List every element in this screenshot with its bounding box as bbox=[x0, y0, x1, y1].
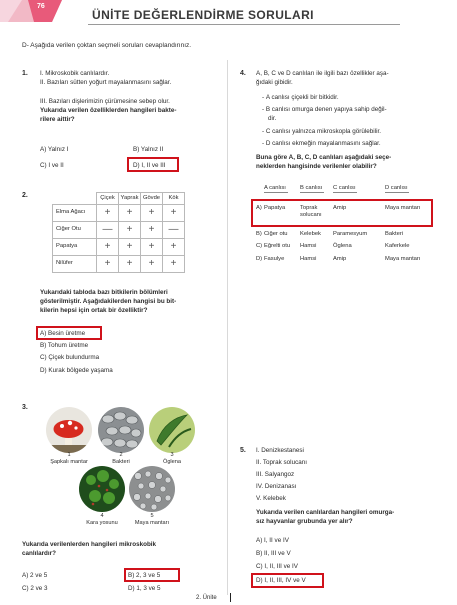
cell: Kelebek bbox=[300, 231, 321, 237]
cell: Papatya bbox=[264, 205, 286, 211]
image-number: 4 bbox=[100, 513, 104, 519]
cell: — bbox=[163, 222, 185, 239]
statement: V. Kelebek bbox=[256, 495, 286, 502]
cell: + bbox=[141, 239, 163, 256]
answer-highlight bbox=[124, 568, 180, 582]
answer-highlight bbox=[251, 199, 433, 227]
column-header: Yaprak bbox=[119, 193, 141, 205]
option-a[interactable]: A) Besin üretme bbox=[40, 330, 86, 337]
statement: I. Denizkestanesi bbox=[256, 447, 304, 454]
option-b[interactable]: B) II, III ve V bbox=[256, 550, 291, 557]
cell: Öglena bbox=[333, 243, 352, 249]
mushroom-image bbox=[46, 407, 92, 453]
table-row bbox=[53, 222, 185, 239]
statement: - C canlısı yalnızca mikroskopla görülebilir. bbox=[262, 128, 381, 135]
page-title: ÜNİTE DEĞERLENDİRME SORULARI bbox=[92, 8, 314, 22]
option-d[interactable]: D) 1, 3 ve 5 bbox=[128, 585, 161, 592]
statement: - A canlısı çiçekli bir bitkidir. bbox=[262, 94, 339, 101]
footer-divider bbox=[230, 593, 231, 602]
column-header: D canlısı bbox=[385, 185, 408, 191]
moss-image bbox=[79, 466, 125, 512]
cell: + bbox=[163, 205, 185, 222]
answer-highlight bbox=[127, 157, 179, 172]
option-a[interactable]: A) I, II ve IV bbox=[256, 537, 289, 544]
cell: — bbox=[97, 222, 119, 239]
option-d[interactable]: D) Kurak bölgede yaşama bbox=[40, 367, 113, 374]
question-text: kilerin hepsi için ortak bir özelliktir? bbox=[40, 307, 148, 314]
cell: Kaferkele bbox=[385, 243, 410, 249]
image-label: Kara yosunu bbox=[86, 520, 118, 526]
cell: Maya mantarı bbox=[385, 205, 421, 211]
option-a[interactable]: A) Yalnız I bbox=[40, 146, 69, 153]
instructions: D- Aşağıda verilen çoktan seçmeli soruları cevaplandırınız. bbox=[22, 42, 192, 49]
intro-text: ğıdaki gibidir. bbox=[256, 79, 293, 86]
question-text: rilere aittir? bbox=[40, 116, 75, 123]
question-number: 2. bbox=[22, 192, 28, 199]
image-number: 3 bbox=[170, 452, 174, 458]
cell: + bbox=[119, 256, 141, 273]
image-label: Maya mantarı bbox=[134, 520, 170, 526]
cell: Toprak solucanı bbox=[300, 205, 322, 219]
table-header-row bbox=[53, 193, 185, 205]
cell: Hamsi bbox=[300, 256, 317, 262]
cell: + bbox=[141, 256, 163, 273]
cell: + bbox=[141, 205, 163, 222]
option-d[interactable]: D) I, II ve III bbox=[133, 162, 166, 169]
column-header: Çiçek bbox=[97, 193, 119, 205]
cell: Fasulye bbox=[264, 256, 285, 262]
question-text: Buna göre A, B, C, D canlıları aşağıdaki seçe- bbox=[256, 154, 392, 161]
option-c[interactable]: C) Çiçek bulundurma bbox=[40, 354, 100, 361]
cell: Amip bbox=[333, 256, 347, 262]
option-c[interactable]: C) I, II, III ve IV bbox=[256, 563, 298, 570]
question-text: Yukarıdaki tabloda bazı bitkilerin bölümleri bbox=[40, 289, 168, 296]
row-label: Papatya bbox=[53, 239, 97, 256]
cell: + bbox=[97, 239, 119, 256]
intro-text: A, B, C ve D canlıları ile ilgili bazı özellikler aşa- bbox=[256, 70, 389, 77]
question-text: Yukarıda verilenlerden hangileri mikroskobik bbox=[22, 541, 157, 548]
option-c[interactable]: C) I ve II bbox=[40, 162, 64, 169]
question-text: canlılardır? bbox=[22, 550, 56, 557]
yeast-image bbox=[129, 466, 175, 512]
cell: + bbox=[141, 222, 163, 239]
statement: - D canlısı ekmeğin mayalanmasını sağlar. bbox=[262, 140, 381, 147]
question-text: Yukarıda verilen özelliklerden hangileri bakte- bbox=[40, 107, 177, 114]
badge-shape-icon bbox=[0, 0, 62, 22]
cell: Paramesyum bbox=[333, 231, 368, 237]
option-d[interactable]: D) I, II, III, IV ve V bbox=[256, 577, 306, 584]
statement: - B canlısı omurga denen yapıya sahip değil- bbox=[262, 106, 387, 113]
cell: + bbox=[97, 205, 119, 222]
cell: Ciğer otu bbox=[264, 231, 288, 237]
question-number: 4. bbox=[240, 70, 246, 77]
cell: + bbox=[119, 239, 141, 256]
column-header: Kök bbox=[163, 193, 185, 205]
row-label: Elma Ağacı bbox=[53, 205, 97, 222]
statement: II. Bazıları sütten yoğurt mayalanmasını sağlar. bbox=[40, 79, 172, 86]
option-b[interactable]: B) Yalnız II bbox=[133, 146, 164, 153]
header-underline bbox=[300, 192, 324, 193]
table-row bbox=[53, 205, 185, 222]
question-text: neklerden hangisinde verilenler olabilir? bbox=[256, 163, 377, 170]
statement: III. Bazıları dişlerimizin çürümesine sebep olur. bbox=[40, 98, 170, 105]
page-number-badge bbox=[0, 0, 62, 22]
question-text: sız hayvanlar grubunda yer alır? bbox=[256, 518, 353, 525]
answer-highlight bbox=[36, 326, 102, 340]
statement: IV. Denizanası bbox=[256, 483, 297, 490]
statement: I. Mikroskobik canlılardır. bbox=[40, 70, 110, 77]
row-label: Nilüfer bbox=[53, 256, 97, 273]
cell: Bakteri bbox=[385, 231, 404, 237]
cell: + bbox=[163, 239, 185, 256]
row-label: Ciğer Otu bbox=[53, 222, 97, 239]
cell: + bbox=[119, 222, 141, 239]
option-letter: A) bbox=[256, 205, 262, 211]
question-text: gösterilmiştir. Aşağıdakilerden hangisi bu bit- bbox=[40, 298, 177, 305]
column-header: C canlısı bbox=[333, 185, 356, 191]
option-c[interactable]: C) 2 ve 3 bbox=[22, 585, 48, 592]
bacteria-image bbox=[98, 407, 144, 453]
question-text: Yukarıda verilen canlılardan hangileri omurga- bbox=[256, 509, 395, 516]
column-header: B canlısı bbox=[300, 185, 323, 191]
footer-unit-label: 2. Ünite bbox=[196, 595, 217, 601]
column-header: Gövde bbox=[141, 193, 163, 205]
option-b[interactable]: B) 2, 3 ve 5 bbox=[128, 572, 161, 579]
image-number: 1 bbox=[67, 452, 71, 458]
column-divider bbox=[227, 60, 228, 595]
question-number: 1. bbox=[22, 70, 28, 77]
statement: III. Salyangoz bbox=[256, 471, 295, 478]
column-header: A canlısı bbox=[264, 185, 286, 191]
option-a[interactable]: A) 2 ve 5 bbox=[22, 572, 48, 579]
header-underline bbox=[264, 192, 288, 193]
statement: dir. bbox=[268, 115, 277, 122]
header-underline bbox=[333, 192, 357, 193]
plant-parts-table bbox=[52, 192, 185, 273]
cell: Hamsi bbox=[300, 243, 317, 249]
answer-highlight bbox=[251, 573, 324, 588]
question-number: 5. bbox=[240, 447, 246, 454]
cell: Maya mantarı bbox=[385, 256, 421, 262]
option-letter: D) bbox=[256, 256, 263, 262]
question-number: 3. bbox=[22, 404, 28, 411]
image-label: Şapkalı mantar bbox=[50, 459, 88, 465]
page-number: 76 bbox=[37, 3, 45, 10]
title-underline bbox=[88, 24, 400, 25]
euglena-image bbox=[149, 407, 195, 453]
image-number: 5 bbox=[150, 513, 154, 519]
image-label: Bakteri bbox=[112, 459, 130, 465]
cell: + bbox=[97, 256, 119, 273]
option-b[interactable]: B) Tohum üretme bbox=[40, 342, 89, 349]
option-letter: C) bbox=[256, 243, 263, 249]
option-letter: B) bbox=[256, 231, 262, 237]
image-label: Öglena bbox=[162, 459, 182, 465]
cell: + bbox=[119, 205, 141, 222]
cell: Eğrelti otu bbox=[264, 243, 291, 249]
cell: Amip bbox=[333, 205, 347, 211]
table-row bbox=[53, 256, 185, 273]
image-number: 2 bbox=[119, 452, 123, 458]
header-underline bbox=[385, 192, 409, 193]
cell: + bbox=[163, 256, 185, 273]
table-row bbox=[53, 239, 185, 256]
statement: II. Toprak solucanı bbox=[256, 459, 307, 466]
